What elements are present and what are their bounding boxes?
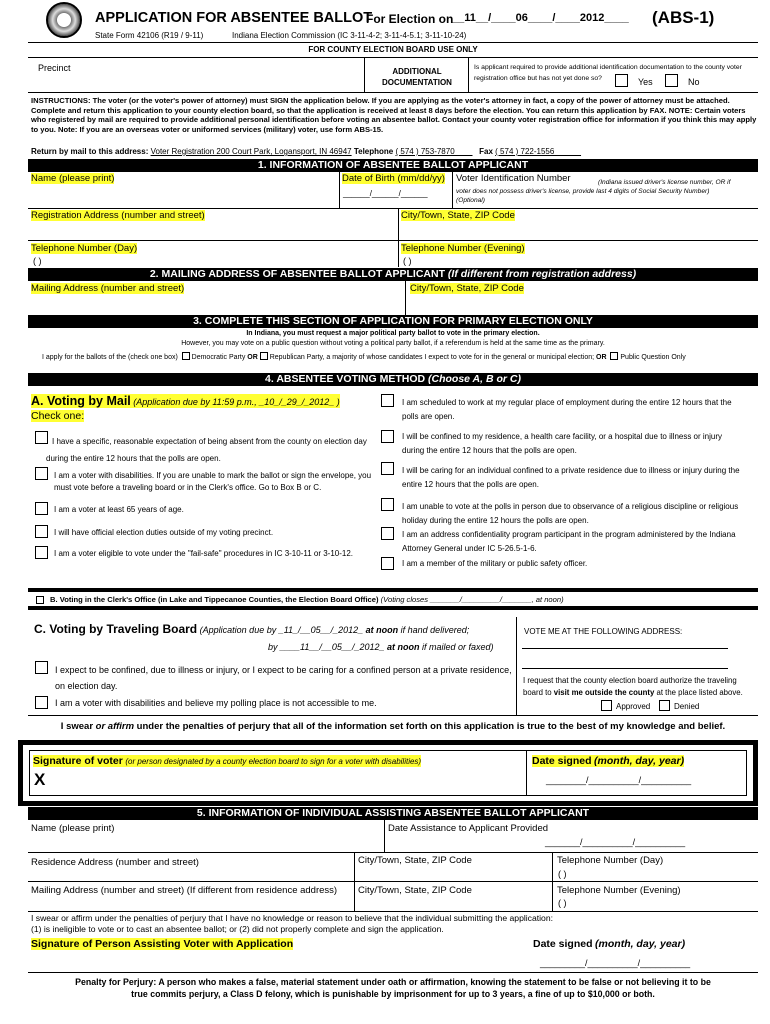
date-signed-note: (month, day, year) <box>594 755 685 767</box>
state-form-number: State Form 42106 (R19 / 9-11) <box>95 31 204 40</box>
traveling-noon-1: at noon <box>365 625 399 635</box>
swear-or-affirm: or affirm <box>95 721 135 732</box>
telephone-day-blank[interactable]: ( ) <box>33 256 42 266</box>
election-duties-checkbox[interactable] <box>35 525 48 538</box>
vote-me-label: VOTE ME AT THE FOLLOWING ADDRESS: <box>524 627 683 636</box>
work-checkbox[interactable] <box>381 394 394 407</box>
clerk-office-row <box>50 595 564 604</box>
assistant-swear-2: (1) is ineligible to vote or to cast an absentee ballot; or (2) did not properly complete and sign the application. <box>31 924 444 934</box>
religious-checkbox[interactable] <box>381 498 394 511</box>
approved-label: Approved <box>616 702 651 711</box>
return-line <box>31 147 581 156</box>
traveling-board-title-row <box>34 622 469 636</box>
section-4-title-note: (Choose A, B or C) <box>428 373 521 385</box>
disabilities-text: I am a voter with disabilities. If you are unable to mark the ballot or sign the envelope, you must vote before a traveling board or in the Clerk's office. Go to Box B or C. <box>54 471 372 492</box>
residence-address-label: Residence Address (number and street) <box>31 857 199 868</box>
for-election-label: For Election on <box>366 12 454 26</box>
telephone-day-label: Telephone Number (Day) <box>31 243 138 254</box>
confined-text: I will be confined to my residence, a health care facility, or a hospital due to illness or injury during the entire 12 hours that the polls are open. <box>402 432 723 455</box>
section-2-header <box>28 268 758 281</box>
party-choice-row <box>42 352 686 361</box>
commission-citation: Indiana Election Commission (IC 3-11-4-2; 3-11-4-5.1; 3-11-10-24) <box>232 31 467 40</box>
or-label-2: OR <box>596 354 607 361</box>
republican-label: Republican Party, a majority of whose candidates I expect to vote for in the general or municipal election; <box>269 354 595 361</box>
check-one-label: Check one: <box>31 410 85 422</box>
fail-safe-text: I am a voter eligible to vote under the "fail-safe" procedures in IC 3-10-11 or 3-10-12. <box>54 549 354 558</box>
address-confidentiality-text: I am an address confidentiality program participant in the program administered by the Indiana Attorney General under IC 5-26.5-1-6. <box>402 530 736 553</box>
instructions-label: INSTRUCTIONS: <box>31 96 91 105</box>
voting-by-mail-row <box>31 394 340 408</box>
county-use-heading: FOR COUNTY ELECTION BOARD USE ONLY <box>308 45 478 54</box>
disabilities-checkbox[interactable] <box>35 467 48 480</box>
republican-checkbox[interactable] <box>260 352 268 360</box>
yes-checkbox[interactable] <box>615 74 628 87</box>
traveling-due-1: (Application due by _11_/__05__/_2012_ <box>199 625 364 635</box>
caring-checkbox[interactable] <box>381 462 394 475</box>
section-5-header: 5. INFORMATION OF INDIVIDUAL ASSISTING ABSENTEE BALLOT APPLICANT <box>28 807 758 820</box>
voter-signature-label: Signature of voter <box>33 755 123 767</box>
date-signed-row <box>532 755 684 767</box>
assistant-tel-evening-label: Telephone Number (Evening) <box>557 885 681 896</box>
date-signed-label: Date signed <box>532 755 592 767</box>
traveling-hand: if hand delivered; <box>400 625 470 635</box>
traveling-due-2: ____11__/__05__/_2012_ <box>280 642 385 652</box>
return-label: Return by mail to this address: <box>31 147 149 156</box>
confined-checkbox[interactable] <box>381 430 394 443</box>
fax-value: ( 574 ) 722-1556______ <box>495 147 582 156</box>
voter-id-note: (Indiana issued driver's license number, OR if voter does not possess driver's license, provide last 4 digits of Social Security Number) (Optional) <box>456 179 731 204</box>
telephone-value: ( 574 ) 753-7870____ <box>395 147 473 156</box>
return-address: Voter Registration 200 Court Park, Logansport, IN 46947 <box>150 147 352 156</box>
penalty-line-2: true commits perjury, a Class D felony, which is punishable by imprisonment for up to 3 years, a fine of up to $10,000 or both. <box>131 989 655 999</box>
signature-x[interactable]: X <box>34 770 46 789</box>
state-seal-icon <box>46 2 82 38</box>
swear-statement <box>28 721 758 732</box>
section-4-header <box>28 373 758 386</box>
name-label: Name (please print) <box>31 173 115 184</box>
section-4-title: 4. ABSENTEE VOTING METHOD <box>265 373 426 385</box>
request-text-1: I request that the county election board authorize the traveling board to <box>523 676 737 697</box>
traveling-noon-2: at noon <box>387 642 420 652</box>
yes-label: Yes <box>638 77 653 87</box>
traveling-disabilities-checkbox[interactable] <box>35 696 48 709</box>
assistant-swear-1: I swear or affirm under the penalties of perjury that I have no knowledge or reason to believe that the individual submitting the application: <box>31 913 553 923</box>
assistant-date-blank[interactable]: _________/__________/__________ <box>540 958 691 968</box>
instructions-block <box>31 96 759 134</box>
section-2-title-note: (If different from registration address) <box>447 268 637 280</box>
caring-text: I will be caring for an individual confined to a private residence due to illness or injury during the entire 12 hours that the polls are open. <box>402 466 740 489</box>
election-duties-text: I will have official election duties outside of my voting precinct. <box>54 528 274 537</box>
fail-safe-checkbox[interactable] <box>35 546 48 559</box>
denied-label: Denied <box>674 702 700 711</box>
primary-line-2: However, you may vote on a public question without voting a political party ballot, if a referendum is held at the same time as the primary. <box>181 340 605 347</box>
mailing-address-label: Mailing Address (number and street) <box>31 283 185 294</box>
traveling-board-title: C. Voting by Traveling Board <box>34 622 198 636</box>
voter-signature-label-row <box>33 755 421 767</box>
request-text-bold: visit me outside the county <box>553 688 655 697</box>
form-code: (ABS-1) <box>652 8 715 27</box>
instructions-text: The voter (or the voter's power of attorney) must SIGN the application below. If you are applying as the voter's attorney in fact, a copy of the power of attorney must be attached. Complete and return this application to your county election board, so that the application is received at least 8 days before the election. You can return this application by FAX. NOTE: Certain voters who registered by mail are required to provide additional personal identification before voting an absentee ballot. Contact your county voter registration office for information if you think this may apply to you. Note: If you are an overseas voter or uniformed services (military) voter, use form ABS-15. <box>31 96 757 134</box>
mail-due-date: (Application due by 11:59 p.m., _10_/_29_/_2012_ ) <box>133 397 340 407</box>
assistant-tel-day-label: Telephone Number (Day) <box>557 855 664 866</box>
address-confidentiality-checkbox[interactable] <box>381 527 394 540</box>
telephone-label: Telephone <box>353 147 394 156</box>
traveling-disabilities-text: I am a voter with disabilities and believe my polling place is not accessible to me. <box>55 698 377 708</box>
traveling-confined-checkbox[interactable] <box>35 661 48 674</box>
traveling-confined-text: I expect to be confined, due to illness or injury, or I expect to be caring for a confined person at a private residence, on election day. <box>55 665 512 691</box>
section-3-header: 3. COMPLETE THIS SECTION OF APPLICATION FOR PRIMARY ELECTION ONLY <box>28 315 758 328</box>
request-text-2: at the place listed above. <box>656 688 743 697</box>
telephone-evening-blank[interactable]: ( ) <box>403 256 412 266</box>
no-label: No <box>688 77 700 87</box>
voter-signature-note: (or person designated by a county election board to sign for a voter with disabilities) <box>125 757 422 766</box>
assistant-mailing-label: Mailing Address (number and street) (If different from residence address) <box>31 885 338 896</box>
residence-city-label: City/Town, State, ZIP Code <box>358 855 472 866</box>
date-signed-blank[interactable]: ________/__________/__________ <box>546 775 692 785</box>
public-question-checkbox[interactable] <box>610 352 618 360</box>
traveling-mail: if mailed or faxed) <box>422 642 494 652</box>
election-date: __11__/____06____/____2012____ <box>452 12 629 24</box>
registration-city-label: City/Town, State, ZIP Code <box>401 210 515 221</box>
assistant-date-note: (month, day, year) <box>595 938 686 950</box>
or-label-1: OR <box>247 354 258 361</box>
date-assistance-blank[interactable]: _______/__________/__________ <box>545 837 686 847</box>
apply-label: I apply for the ballots of the (check one box) <box>42 354 178 361</box>
traveling-due-2-row <box>268 642 494 652</box>
age-65-text: I am a voter at least 65 years of age. <box>54 505 184 514</box>
primary-line-1: In Indiana, you must request a major political party ballot to vote in the primary election. <box>246 330 540 337</box>
telephone-evening-label: Telephone Number (Evening) <box>401 243 525 254</box>
swear-pre: I swear <box>60 721 94 732</box>
denied-checkbox[interactable] <box>659 700 670 711</box>
clerk-office-text: B. Voting in the Clerk's Office (in Lake and Tippecanoe Counties, the Election Board Office) <box>50 595 379 604</box>
democratic-checkbox[interactable] <box>182 352 190 360</box>
form-title: APPLICATION FOR ABSENTEE BALLOT <box>95 10 373 26</box>
assistant-name-label: Name (please print) <box>31 823 115 834</box>
request-text <box>523 675 758 699</box>
religious-text: I am unable to vote at the polls in person due to observance of a religious discipline or religious holiday during the entire 12 hours the polls are open. <box>402 502 739 525</box>
voter-id-label: Voter Identification Number <box>456 173 571 184</box>
penalty-line-1: Penalty for Perjury: A person who makes a false, material statement under oath or affirmation, knowing the statement to be false or not believing it to be <box>75 977 711 987</box>
absent-text: I have a specific, reasonable expectation of being absent from the county on election day during the entire 12 hours that the polls are open. <box>46 437 367 463</box>
section-1-header: 1. INFORMATION OF ABSENTEE BALLOT APPLICANT <box>28 159 758 172</box>
work-text: I am scheduled to work at my regular place of employment during the entire 12 hours that the polls are open. <box>402 398 732 421</box>
precinct-label: Precinct <box>38 63 71 73</box>
age-65-checkbox[interactable] <box>35 502 48 515</box>
date-assistance-label: Date Assistance to Applicant Provided <box>388 823 549 834</box>
section-2-title: 2. MAILING ADDRESS OF ABSENTEE BALLOT APPLICANT <box>149 268 445 280</box>
military-text: I am a member of the military or public safety officer. <box>402 559 588 568</box>
assistant-date-row <box>533 938 685 950</box>
clerk-office-checkbox[interactable] <box>36 596 44 604</box>
swear-post: under the penalties of perjury that all of the information set forth on this application is true to the best of my knowledge and belief. <box>136 721 726 732</box>
military-checkbox[interactable] <box>381 557 394 570</box>
mailing-city-label: City/Town, State, ZIP Code <box>410 283 524 294</box>
additional-documentation-label: ADDITIONAL DOCUMENTATION <box>382 67 452 87</box>
dob-label: Date of Birth (mm/dd/yy) <box>342 173 445 184</box>
clerk-office-closes: (Voting closes _______/_________/_______, at noon) <box>380 595 564 604</box>
public-question-label: Public Question Only <box>620 354 686 361</box>
registration-address-label: Registration Address (number and street) <box>31 210 205 221</box>
assistant-tel-day-blank[interactable]: ( ) <box>558 869 567 879</box>
assistant-tel-evening-blank[interactable]: ( ) <box>558 898 567 908</box>
assistant-signature-label: Signature of Person Assisting Voter with Application <box>31 938 294 950</box>
assistant-date-label: Date signed <box>533 938 593 950</box>
assistant-mailing-city-label: City/Town, State, ZIP Code <box>358 885 472 896</box>
voting-by-mail-title: A. Voting by Mail <box>31 394 131 408</box>
approved-checkbox[interactable] <box>601 700 612 711</box>
democratic-label: Democratic Party <box>191 354 246 361</box>
dob-blank[interactable]: ______/______/______ <box>343 189 428 198</box>
fax-label: Fax <box>479 147 493 156</box>
traveling-by: by <box>268 642 278 652</box>
no-checkbox[interactable] <box>665 74 678 87</box>
additional-doc-question: Is applicant required to provide additional identification documentation to the county voter registration office but has not yet done so? <box>474 64 742 82</box>
